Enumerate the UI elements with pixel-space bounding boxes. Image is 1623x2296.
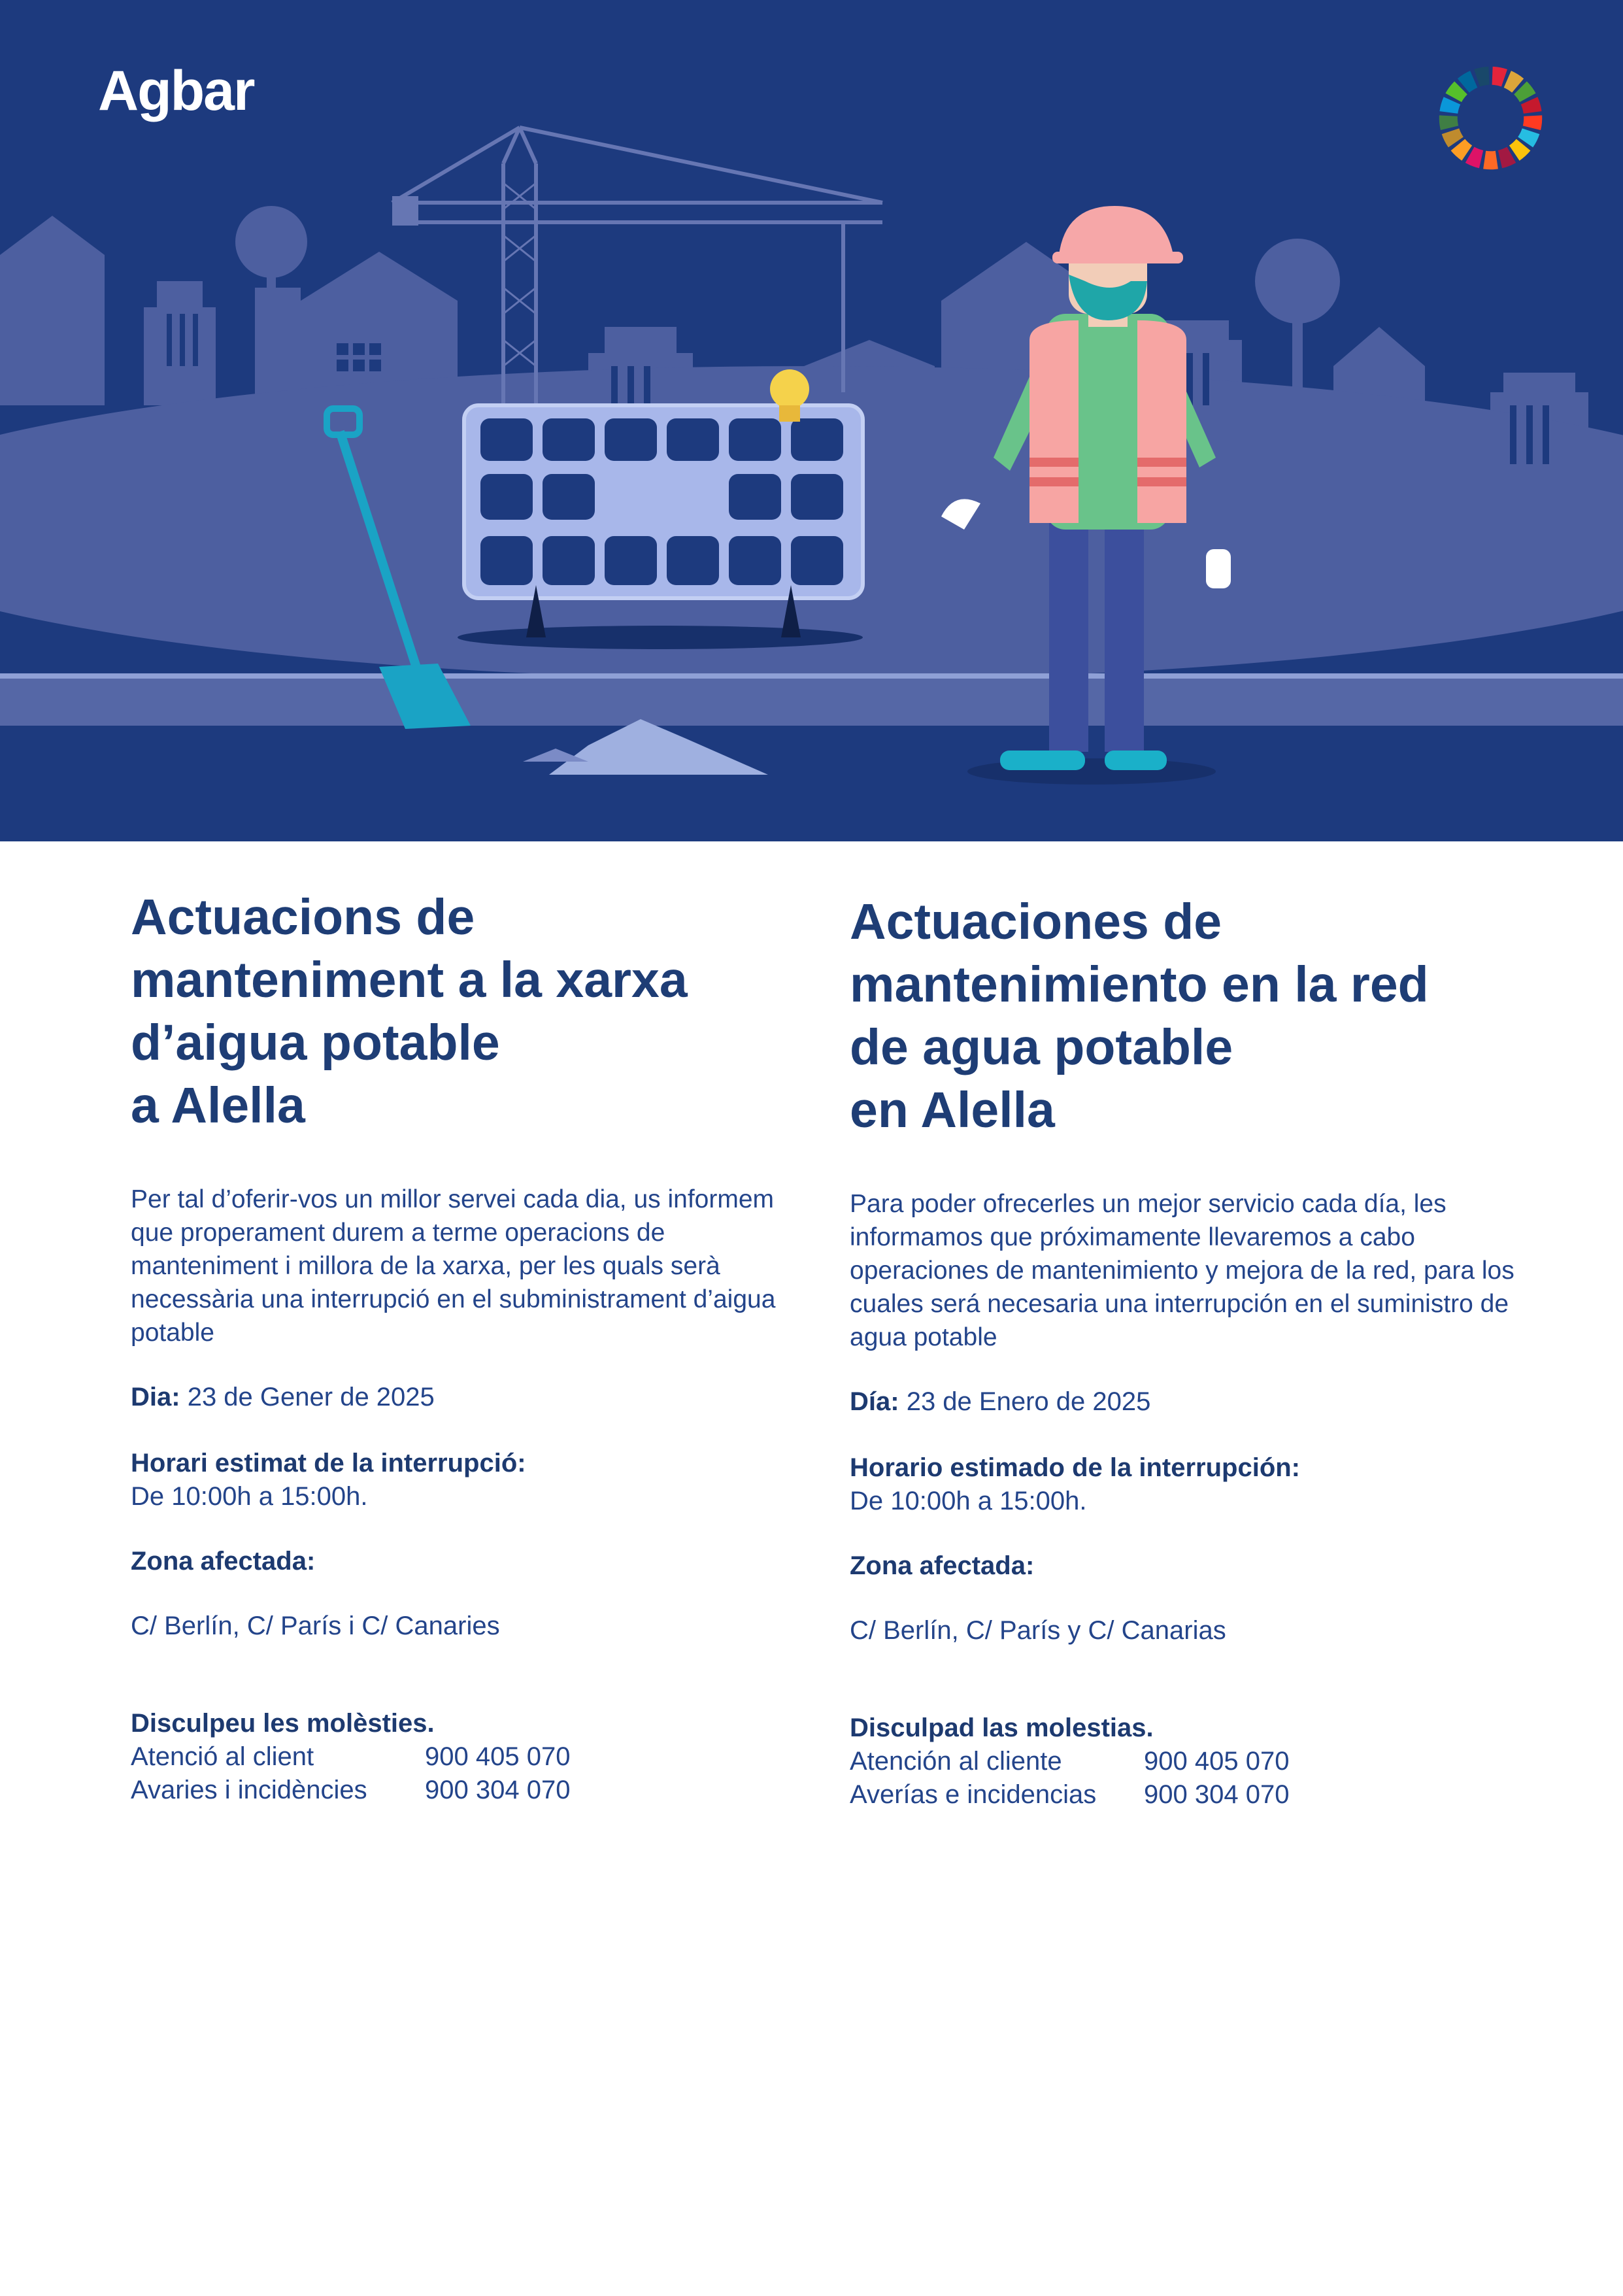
contact-phone[interactable]: 900 304 070 (1144, 1780, 1290, 1809)
contact-phone[interactable]: 900 304 070 (425, 1776, 571, 1804)
sdg-segment (1492, 67, 1507, 87)
contact-name: Averías e incidencias (850, 1780, 1097, 1809)
catalan-zone-value: C/ Berlín, C/ París i C/ Canaries (131, 1612, 500, 1640)
catalan-title-line: Actuacions de (131, 889, 475, 945)
spanish-zone-label: Zona afectada: (850, 1551, 1035, 1580)
catalan-schedule-value: De 10:00h a 15:00h. (131, 1482, 368, 1511)
spanish-zone-value: C/ Berlín, C/ París y C/ Canarias (850, 1616, 1226, 1645)
spanish-date-label: Día: (850, 1387, 899, 1416)
catalan-date-label: Dia: (131, 1383, 180, 1411)
spanish-title-line: de agua potable (850, 1019, 1233, 1075)
construction-scene (0, 0, 1623, 841)
catalan-title-line: a Alella (131, 1077, 305, 1134)
spanish-title (850, 890, 1530, 1141)
spanish-column (850, 890, 1530, 1812)
spanish-intro: Para poder ofrecerles un mejor servicio cada día, les informamos que próximamente llevaremos a cabo operaciones de mantenimiento y mejora de la red, para los cuales será necesaria una interrupción en el suministro de agua potable (850, 1190, 1514, 1351)
catalan-title-line: d’aigua potable (131, 1015, 500, 1071)
spanish-title-line: en Alella (850, 1082, 1055, 1138)
catalan-column (131, 886, 811, 1807)
catalan-apology: Disculpeu les molèsties. (131, 1709, 435, 1738)
sdg-segment (1483, 151, 1498, 170)
sdg-segment (1439, 115, 1458, 130)
spanish-schedule-label: Horario estimado de la interrupción: (850, 1453, 1301, 1482)
spanish-title-line: Actuaciones de (850, 894, 1222, 950)
catalan-schedule-label: Horari estimat de la interrupció: (131, 1449, 526, 1477)
spanish-date (850, 1385, 1530, 1419)
spanish-contact-incidents (850, 1778, 1530, 1812)
catalan-date (131, 1381, 811, 1414)
catalan-zone-label: Zona afectada: (131, 1547, 316, 1576)
contact-name: Avaries i incidències (131, 1776, 367, 1804)
contact-phone[interactable]: 900 405 070 (1144, 1747, 1290, 1776)
catalan-title (131, 886, 811, 1137)
sdg-wheel-icon (1433, 61, 1548, 175)
hero-illustration (0, 0, 1623, 841)
catalan-date-value: 23 de Gener de 2025 (187, 1383, 435, 1411)
spanish-date-value: 23 de Enero de 2025 (906, 1387, 1151, 1416)
contact-name: Atenció al client (131, 1742, 314, 1771)
agbar-logo: Agbar (98, 59, 254, 122)
contact-phone[interactable]: 900 405 070 (425, 1742, 571, 1771)
contact-name: Atención al cliente (850, 1747, 1062, 1776)
spanish-schedule-value: De 10:00h a 15:00h. (850, 1487, 1087, 1515)
catalan-contact-customer (131, 1740, 811, 1774)
spanish-contact-customer (850, 1745, 1530, 1778)
spanish-apology: Disculpad las molestias. (850, 1714, 1154, 1742)
sdg-segment (1474, 67, 1489, 87)
spanish-title-line: mantenimiento en la red (850, 956, 1429, 1013)
catalan-intro: Per tal d’oferir-vos un millor servei cada dia, us informem que properament durem a terme operacions de manteniment i millora de la xarxa, per les quals serà necessària una interrupció en el subministrament d’aigua potable (131, 1185, 776, 1347)
sdg-segment (1523, 115, 1542, 130)
catalan-title-line: manteniment a la xarxa (131, 952, 688, 1008)
catalan-contact-incidents (131, 1774, 811, 1807)
